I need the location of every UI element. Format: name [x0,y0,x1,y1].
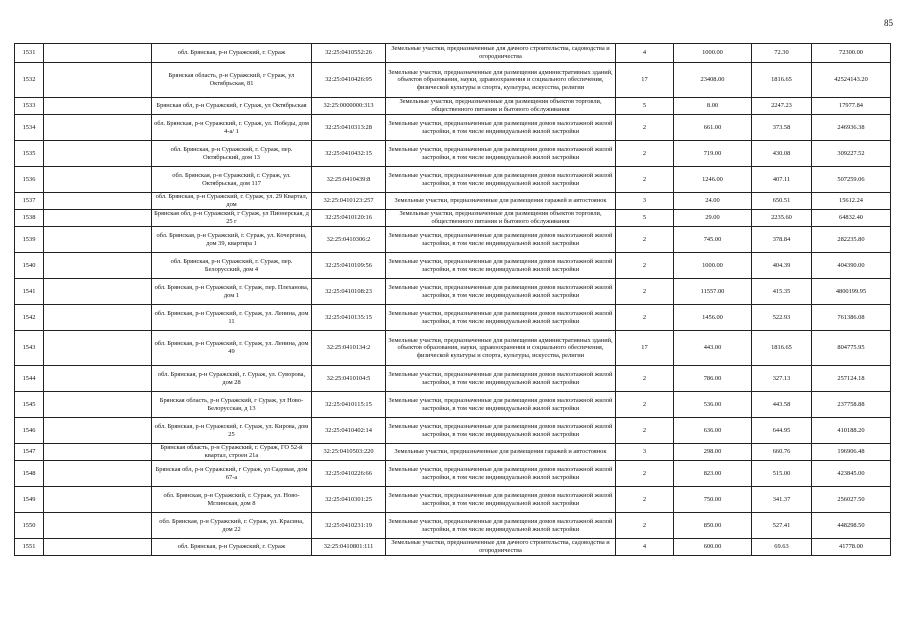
address-cell: обл. Брянская, р-н Суражский, г. Сураж, пер. Плеханова, дом 1 [152,279,312,305]
blank-cell [44,98,152,115]
rate-cell: 2235.60 [752,210,812,227]
land-use-cell: Земельные участки, предназначенные для размещения домов малоэтажной жилой застройки, в том числе индивидуальной жилой застройки [386,487,616,513]
cadastral-value-cell: 282235.80 [812,227,891,253]
group-cell: 2 [616,392,674,418]
area-cell: 536.00 [674,392,752,418]
address-cell: обл. Брянская, р-н Суражский, г. Сураж, ул. Суворова, дом 28 [152,366,312,392]
rate-cell: 527.41 [752,513,812,539]
blank-cell [44,193,152,210]
land-use-cell: Земельные участки, предназначенные для размещения административных зданий, объектов образования, науки, здравоохранения и социального обеспечения, физической культуры и спорта, культуры, искусства, религии [386,63,616,98]
cadastral-value-cell: 256027.50 [812,487,891,513]
row-number-cell: 1532 [15,63,44,98]
land-use-cell: Земельные участки, предназначенные для размещения гаражей и автостоянок [386,193,616,210]
cadastral-value-cell: 804775.95 [812,331,891,366]
group-cell: 2 [616,227,674,253]
address-cell: обл. Брянская, р-н Суражский, г. Сураж, пер. Октябрьский, дом 13 [152,141,312,167]
cadastral-value-cell: 72300.00 [812,44,891,63]
group-cell: 2 [616,461,674,487]
table-row [15,210,891,227]
cadastral-number-cell: 32:25:0410426:95 [312,63,386,98]
cadastral-number-cell: 32:25:0410134:2 [312,331,386,366]
address-cell: обл. Брянская, р-н Суражский, г. Сураж, ул. Победы, дом 4-а/ 1 [152,115,312,141]
area-cell: 636.00 [674,418,752,444]
group-cell: 2 [616,167,674,193]
land-use-cell: Земельные участки, предназначенные для размещения объектов торговли, общественного питания и бытового обслуживания [386,98,616,115]
address-cell: обл. Брянская, р-н Суражский, г. Сураж [152,44,312,63]
row-number-cell: 1542 [15,305,44,331]
land-use-cell: Земельные участки, предназначенные для размещения домов малоэтажной жилой застройки, в том числе индивидуальной жилой застройки [386,305,616,331]
land-use-cell: Земельные участки, предназначенные для размещения домов малоэтажной жилой застройки, в том числе индивидуальной жилой застройки [386,461,616,487]
cadastral-value-cell: 257124.18 [812,366,891,392]
address-cell: Брянская обл, р-н Суражский, г Сураж, ул Садовая, дом 67-а [152,461,312,487]
area-cell: 1000.00 [674,44,752,63]
land-registry-table [14,43,891,556]
land-use-cell: Земельные участки, предназначенные для размещения административных зданий, объектов образования, науки, здравоохранения и социального обеспечения, физической культуры и спорта, культуры, искусства, религии [386,331,616,366]
area-cell: 1246.00 [674,167,752,193]
blank-cell [44,227,152,253]
group-cell: 2 [616,279,674,305]
table-row [15,115,891,141]
land-use-cell: Земельные участки, предназначенные для размещения домов малоэтажной жилой застройки, в том числе индивидуальной жилой застройки [386,366,616,392]
group-cell: 3 [616,193,674,210]
table-row [15,44,891,63]
blank-cell [44,167,152,193]
table-row [15,487,891,513]
table-row [15,193,891,210]
table-row [15,167,891,193]
land-use-cell: Земельные участки, предназначенные для размещения домов малоэтажной жилой застройки, в том числе индивидуальной жилой застройки [386,513,616,539]
blank-cell [44,63,152,98]
blank-cell [44,210,152,227]
row-number-cell: 1531 [15,44,44,63]
cadastral-number-cell: 32:25:0410231:19 [312,513,386,539]
cadastral-number-cell: 32:25:0410801:111 [312,539,386,556]
row-number-cell: 1536 [15,167,44,193]
group-cell: 2 [616,253,674,279]
cadastral-value-cell: 237758.88 [812,392,891,418]
table-row [15,227,891,253]
table-row [15,63,891,98]
group-cell: 17 [616,63,674,98]
group-cell: 4 [616,44,674,63]
cadastral-number-cell: 32:25:0410104:5 [312,366,386,392]
land-use-cell: Земельные участки, предназначенные для размещения домов малоэтажной жилой застройки, в том числе индивидуальной жилой застройки [386,227,616,253]
address-cell: обл. Брянская, р-н Суражский, г. Сураж, ул. Ленина, дом 49 [152,331,312,366]
rate-cell: 2247.23 [752,98,812,115]
row-number-cell: 1538 [15,210,44,227]
table-row [15,366,891,392]
row-number-cell: 1533 [15,98,44,115]
table-row [15,513,891,539]
blank-cell [44,115,152,141]
row-number-cell: 1537 [15,193,44,210]
area-cell: 786.00 [674,366,752,392]
table-row [15,331,891,366]
rate-cell: 404.39 [752,253,812,279]
cadastral-value-cell: 4800199.95 [812,279,891,305]
row-number-cell: 1548 [15,461,44,487]
cadastral-number-cell: 32:25:0410503:220 [312,444,386,461]
land-use-cell: Земельные участки, предназначенные для размещения домов малоэтажной жилой застройки, в том числе индивидуальной жилой застройки [386,279,616,305]
cadastral-value-cell: 196906.48 [812,444,891,461]
cadastral-value-cell: 761386.08 [812,305,891,331]
address-cell: Брянская область, р-н Суражский, г Сураж, ул Ново-Белорусская, д 13 [152,392,312,418]
rate-cell: 327.13 [752,366,812,392]
area-cell: 8.00 [674,98,752,115]
area-cell: 443.00 [674,331,752,366]
row-number-cell: 1543 [15,331,44,366]
table-row [15,444,891,461]
area-cell: 823.00 [674,461,752,487]
land-use-cell: Земельные участки, предназначенные для размещения домов малоэтажной жилой застройки, в том числе индивидуальной жилой застройки [386,141,616,167]
address-cell: Брянская область, р-н Суражский, г Сураж, ул Октябрьская, 81 [152,63,312,98]
land-use-cell: Земельные участки, предназначенные для размещения домов малоэтажной жилой застройки, в том числе индивидуальной жилой застройки [386,253,616,279]
group-cell: 2 [616,513,674,539]
blank-cell [44,366,152,392]
cadastral-number-cell: 32:25:0410226:66 [312,461,386,487]
rate-cell: 650.51 [752,193,812,210]
cadastral-number-cell: 32:25:0410313:28 [312,115,386,141]
area-cell: 1456.00 [674,305,752,331]
blank-cell [44,461,152,487]
rate-cell: 341.37 [752,487,812,513]
area-cell: 23408.00 [674,63,752,98]
group-cell: 2 [616,305,674,331]
cadastral-number-cell: 32:25:0410109:56 [312,253,386,279]
address-cell: Брянская обл, р-н Суражский, г Сураж, ул Октябрьская [152,98,312,115]
area-cell: 745.00 [674,227,752,253]
row-number-cell: 1550 [15,513,44,539]
cadastral-value-cell: 423845.00 [812,461,891,487]
rate-cell: 415.35 [752,279,812,305]
table-row [15,279,891,305]
cadastral-number-cell: 32:25:0410432:15 [312,141,386,167]
area-cell: 661.00 [674,115,752,141]
cadastral-number-cell: 32:25:0410115:15 [312,392,386,418]
rate-cell: 430.08 [752,141,812,167]
area-cell: 298.00 [674,444,752,461]
blank-cell [44,418,152,444]
group-cell: 5 [616,98,674,115]
row-number-cell: 1544 [15,366,44,392]
group-cell: 17 [616,331,674,366]
group-cell: 5 [616,210,674,227]
blank-cell [44,444,152,461]
blank-cell [44,392,152,418]
row-number-cell: 1535 [15,141,44,167]
address-cell: Брянская обл, р-н Суражский, г Сураж, ул Пионерская, д 25 г [152,210,312,227]
cadastral-number-cell: 32:25:0410120:16 [312,210,386,227]
blank-cell [44,305,152,331]
row-number-cell: 1546 [15,418,44,444]
address-cell: обл. Брянская, р-н Суражский, г. Сураж, ул. Кочергина, дом 39, квартира 1 [152,227,312,253]
cadastral-value-cell: 404390.00 [812,253,891,279]
address-cell: обл. Брянская, р-н Суражский, г. Сураж, ул. Красина, дом 22 [152,513,312,539]
table-row [15,418,891,444]
cadastral-value-cell: 41778.00 [812,539,891,556]
table-row [15,253,891,279]
cadastral-number-cell: 32:25:0410439:8 [312,167,386,193]
cadastral-value-cell: 410188.20 [812,418,891,444]
row-number-cell: 1551 [15,539,44,556]
cadastral-value-cell: 15612.24 [812,193,891,210]
table-row [15,392,891,418]
row-number-cell: 1539 [15,227,44,253]
row-number-cell: 1545 [15,392,44,418]
land-use-cell: Земельные участки, предназначенные для дачного строительства, садоводства и огородничества [386,539,616,556]
blank-cell [44,487,152,513]
rate-cell: 515.00 [752,461,812,487]
blank-cell [44,539,152,556]
group-cell: 2 [616,487,674,513]
address-cell: обл. Брянская, р-н Суражский, г. Сураж [152,539,312,556]
address-cell: обл. Брянская, р-н Суражский, г. Сураж, ул. 29 Квартал, дом [152,193,312,210]
area-cell: 24.00 [674,193,752,210]
address-cell: обл. Брянская, р-н Суражский, г. Сураж, ул. Октябрьская, дом 117 [152,167,312,193]
land-use-cell: Земельные участки, предназначенные для размещения объектов торговли, общественного питания и бытового обслуживания [386,210,616,227]
table-row [15,98,891,115]
group-cell: 2 [616,141,674,167]
cadastral-value-cell: 448298.50 [812,513,891,539]
cadastral-number-cell: 32:25:0410301:25 [312,487,386,513]
address-cell: обл. Брянская, р-н Суражский, г. Сураж, ул. Ленина, дом 11 [152,305,312,331]
table-row [15,141,891,167]
rate-cell: 72.30 [752,44,812,63]
area-cell: 600.00 [674,539,752,556]
address-cell: обл. Брянская, р-н Суражский, г. Сураж, ул. Ново-Мглинская, дом 8 [152,487,312,513]
rate-cell: 660.76 [752,444,812,461]
rate-cell: 407.11 [752,167,812,193]
land-use-cell: Земельные участки, предназначенные для размещения домов малоэтажной жилой застройки, в том числе индивидуальной жилой застройки [386,418,616,444]
cadastral-number-cell: 32:25:0410108:23 [312,279,386,305]
cadastral-value-cell: 42524143.20 [812,63,891,98]
row-number-cell: 1540 [15,253,44,279]
table-row [15,461,891,487]
row-number-cell: 1541 [15,279,44,305]
row-number-cell: 1534 [15,115,44,141]
blank-cell [44,331,152,366]
rate-cell: 443.58 [752,392,812,418]
cadastral-number-cell: 32:25:0410123:257 [312,193,386,210]
rate-cell: 69.63 [752,539,812,556]
cadastral-value-cell: 17977.84 [812,98,891,115]
blank-cell [44,141,152,167]
area-cell: 11557.00 [674,279,752,305]
page-number: 85 [884,18,893,28]
cadastral-number-cell: 32:25:0410135:15 [312,305,386,331]
area-cell: 719.00 [674,141,752,167]
rate-cell: 1816.65 [752,331,812,366]
blank-cell [44,513,152,539]
cadastral-number-cell: 32:25:0410306:2 [312,227,386,253]
rate-cell: 522.93 [752,305,812,331]
table-row [15,539,891,556]
group-cell: 2 [616,115,674,141]
land-use-cell: Земельные участки, предназначенные для размещения домов малоэтажной жилой застройки, в том числе индивидуальной жилой застройки [386,115,616,141]
cadastral-number-cell: 32:25:0410552:26 [312,44,386,63]
area-cell: 750.00 [674,487,752,513]
blank-cell [44,44,152,63]
land-use-cell: Земельные участки, предназначенные для размещения домов малоэтажной жилой застройки, в том числе индивидуальной жилой застройки [386,392,616,418]
cadastral-value-cell: 309227.52 [812,141,891,167]
cadastral-value-cell: 507259.06 [812,167,891,193]
blank-cell [44,253,152,279]
cadastral-value-cell: 246936.38 [812,115,891,141]
group-cell: 2 [616,366,674,392]
rate-cell: 378.84 [752,227,812,253]
rate-cell: 1816.65 [752,63,812,98]
table-row [15,305,891,331]
blank-cell [44,279,152,305]
area-cell: 850.00 [674,513,752,539]
land-use-cell: Земельные участки, предназначенные для размещения гаражей и автостоянок [386,444,616,461]
cadastral-value-cell: 64832.40 [812,210,891,227]
group-cell: 2 [616,418,674,444]
land-use-cell: Земельные участки, предназначенные для размещения домов малоэтажной жилой застройки, в том числе индивидуальной жилой застройки [386,167,616,193]
group-cell: 4 [616,539,674,556]
land-use-cell: Земельные участки, предназначенные для дачного строительства, садоводства и огородничества [386,44,616,63]
area-cell: 29.00 [674,210,752,227]
row-number-cell: 1547 [15,444,44,461]
rate-cell: 373.58 [752,115,812,141]
address-cell: Брянская область, р-н Суражский, г. Сураж, ГО 52-й квартал, строен 21а [152,444,312,461]
row-number-cell: 1549 [15,487,44,513]
group-cell: 3 [616,444,674,461]
address-cell: обл. Брянская, р-н Суражский, г. Сураж, пер. Белорусский, дом 4 [152,253,312,279]
address-cell: обл. Брянская, р-н Суражский, г. Сураж, ул. Кирова, дом 25 [152,418,312,444]
area-cell: 1000.00 [674,253,752,279]
rate-cell: 644.95 [752,418,812,444]
cadastral-number-cell: 32:25:0000000:313 [312,98,386,115]
cadastral-number-cell: 32:25:0410402:14 [312,418,386,444]
